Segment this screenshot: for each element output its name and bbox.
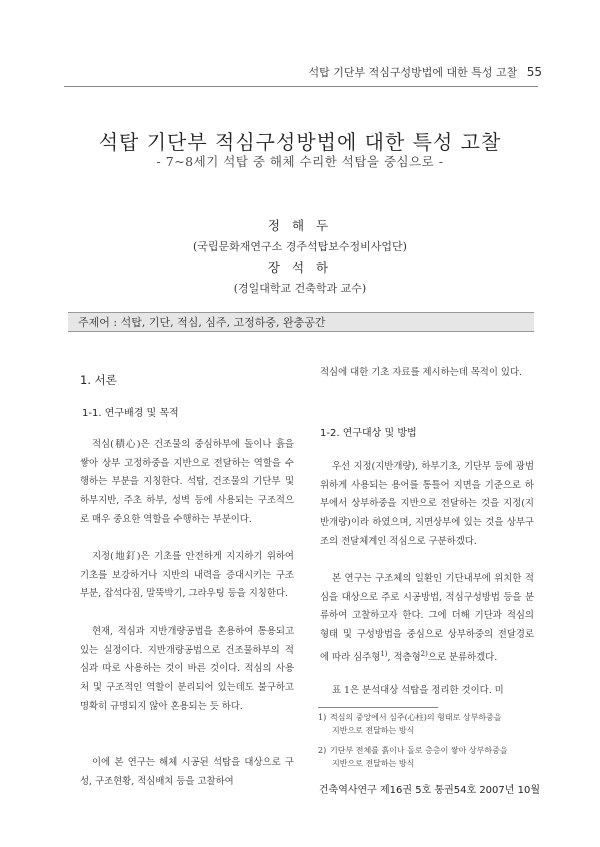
- footnote-1-line1: 적심의 중앙에서 심주(心柱)의 형태로 상부하중을: [330, 713, 502, 722]
- left-paragraph-3: 현재, 적심과 지반개량공법을 혼용하여 통용되고 있는 실정이다. 지반개량공법으로 건조물하부의 적심과 따로 사용하는 것이 바른 것이다. 적심의 사용처 및 구조적인 역할이 분리되어 있는데도 불구하고 명확히 규명되지 않아 혼용되는 듯 하다.: [80, 626, 294, 712]
- right-paragraph-3: 표 1은 분석대상 석탑을 정리한 것이다. 미: [332, 685, 504, 696]
- subsection-heading-1-2: 1-2. 연구대상 및 방법: [320, 428, 417, 439]
- right-paragraph-2-main: 본 연구는 구조체의 일환인 기단내부에 위치한 적심을 대상으로 주로 시공방법, 적심구성방법 등을 분류하여 고찰하고자 한다. 그에 더해 기단과 적심의 형태 및 구성방법을 중심으로 상부하중의 전달경로에 따라 심주형: [320, 573, 534, 663]
- footnote-ref-2[interactable]: 2): [420, 649, 428, 658]
- left-paragraph-1: 적심(積心)은 건조물의 중심하부에 돌이나 흙을 쌓아 상부 고정하중을 지반으로 전달하는 역할을 수행하는 부분을 지칭한다. 석탑, 건조물의 기단부 및 하부지반, 주초 하부, 성벽 등에 사용되는 구조적으로 매우 중요한 역할을 수행하는 부분이다.: [80, 439, 294, 525]
- running-head: [308, 64, 542, 80]
- section-heading-intro: 1. 서론: [80, 373, 117, 387]
- left-paragraph-4: 이에 본 연구는 해체 시공된 석탑을 대상으로 구성, 구조현황, 적심배치 등을 고찰하여: [80, 757, 294, 787]
- right-paragraph-2-mid: , 적층형: [387, 651, 421, 663]
- left-paragraph-2: 지정(地釘)은 기초를 안전하게 지지하기 위하여 기초를 보강하거나 지반의 내력을 증대시키는 구조부분, 잡석다짐, 말뚝박기, 그라우팅 등을 지칭한다.: [80, 551, 294, 600]
- page-number: 55: [526, 65, 542, 79]
- right-paragraph-1: 우선 지정(지반개량), 하부기초, 기단부 등에 광범위하게 사용되는 용어를 통틀어 지면을 기준으로 하부에서 상부하중을 지반으로 전달하는 것을 지정(지반개량)이라 하였으며, 지면상부에 있는 것을 상부구조의 전달체계인 적심으로 구분하겠다.: [320, 461, 534, 547]
- header-rule: [64, 86, 538, 87]
- author-affiliation-2: (경일대학교 건축학과 교수): [233, 282, 367, 295]
- footnote-ref-1[interactable]: 1): [380, 649, 388, 658]
- footnote-rule: [318, 707, 438, 708]
- footnote-2-line1: 기단부 전체를 흙이나 돌로 층층이 쌓아 상부하중을: [330, 746, 508, 755]
- subsection-heading-1-1: 1-1. 연구배경 및 목적: [82, 408, 179, 419]
- footnote-2-line2: 지반으로 전달하는 방식: [332, 758, 415, 768]
- footnote-1-line2: 지반으로 전달하는 방식: [332, 725, 415, 735]
- author-name-2: 장 석 하: [267, 260, 333, 275]
- author-name-1: 정 해 두: [267, 218, 333, 233]
- paper-subtitle: - 7~8세기 석탑 중 해체 수리한 석탑을 중심으로 -: [156, 154, 444, 169]
- paper-title: 석탑 기단부 적심구성방법에 대한 특성 고찰: [98, 130, 502, 154]
- right-paragraph-2-end: 으로 분류하겠다.: [427, 651, 498, 663]
- author-affiliation-1: (국립문화재연구소 경주석탑보수정비사업단): [193, 240, 407, 253]
- right-continuation: 적심에 대한 기초 자료를 제시하는데 목적이 있다.: [320, 367, 522, 378]
- footnote-2: [318, 745, 536, 770]
- keywords-box: 주제어 : 석탑, 기단, 적심, 심주, 고정하중, 완충공간: [68, 312, 534, 332]
- footnote-1: [318, 712, 536, 737]
- journal-info: 건축역사연구 제16권 5호 통권54호 2007년 10월: [318, 785, 540, 796]
- footnote-2-number: 2): [318, 746, 327, 755]
- right-paragraph-2: [320, 570, 534, 668]
- running-head-title: 석탑 기단부 적심구성방법에 대한 특성 고찰: [308, 66, 518, 79]
- footnote-1-number: 1): [318, 713, 327, 722]
